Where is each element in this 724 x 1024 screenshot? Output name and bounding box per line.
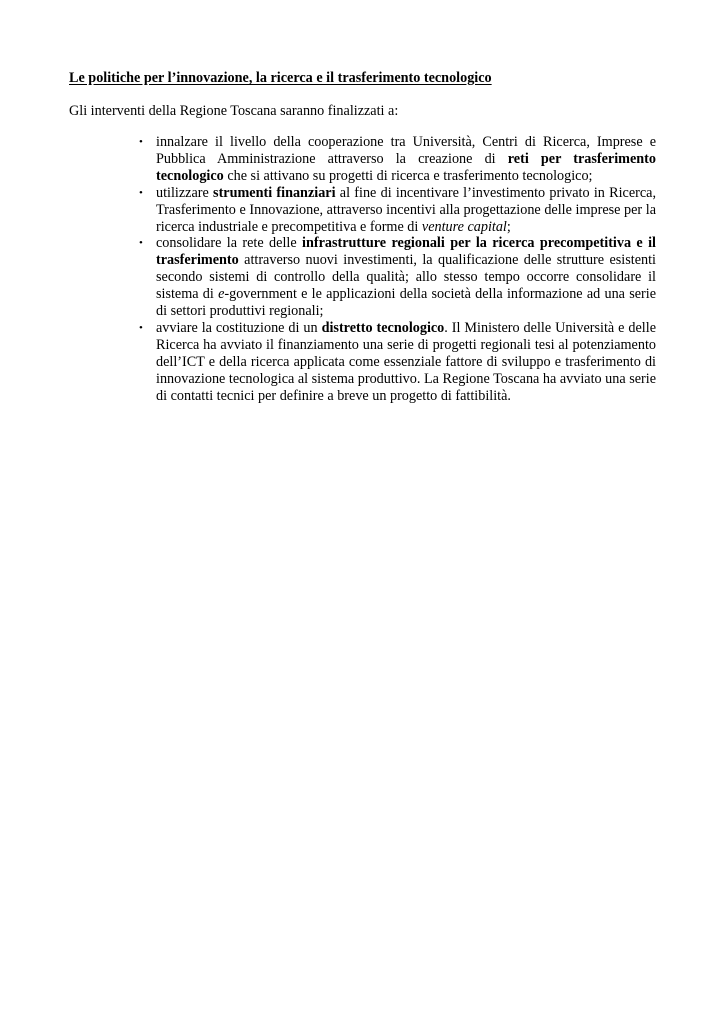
item-bold-text: reti per trasferimento tecnologico xyxy=(156,150,656,184)
item-text: che si attivano su progetti di ricerca e trasferimento tecnologico; xyxy=(223,167,593,184)
list-item xyxy=(135,185,656,236)
item-italic-text: venture capital xyxy=(421,218,507,235)
item-text: . Il Ministero delle Università e delle Ricerca ha avviato il finanziamento una serie di progetti regionali tesi al potenziamento dell’ICT e della ricerca applicata come essenziale fattore di sviluppo e trasferimento di innovazione tecnologica al sistema produttivo. La Regione Toscana ha avviato una serie di contatti tecnici per definire a breve un progetto di fattibilità. xyxy=(156,319,656,404)
bullet-list xyxy=(135,134,656,405)
item-text: innalzare il livello della cooperazione tra Università, Centri di Ricerca, Imprese e Pubblica Amministrazione attraverso la creazione di xyxy=(156,134,656,167)
item-bold-text: strumenti finanziari xyxy=(213,184,336,201)
bullet-icon: • xyxy=(139,321,143,334)
item-text: al fine di incentivare l’investimento privato in Ricerca, Trasferimento e Innovazione, attraverso incentivi alla progettazione delle imprese per la ricerca industriale e precompetitiva e forme di xyxy=(156,184,657,235)
item-text: -government e le applicazioni della società della informazione ad una serie di settori produttivi regionali; xyxy=(156,286,656,320)
bullet-icon: • xyxy=(139,237,143,250)
item-text: attraverso nuovi investimenti, la qualificazione delle strutture esistenti secondo sistemi di controllo della qualità; allo stesso tempo occorre consolidare il sistema di xyxy=(156,252,656,303)
bullet-icon: • xyxy=(139,186,143,199)
document-title: Le politiche per l’innovazione, la ricerca e il trasferimento tecnologico xyxy=(69,70,492,86)
list-item xyxy=(135,134,656,185)
bullet-icon: • xyxy=(139,136,143,148)
item-text: avviare la costituzione di un xyxy=(156,319,322,336)
item-text: consolidare la rete delle xyxy=(156,235,303,252)
list-item xyxy=(135,320,656,405)
item-italic-text: e xyxy=(218,286,225,303)
intro-paragraph: Gli interventi della Regione Toscana saranno finalizzati a: xyxy=(69,103,399,119)
item-bold-text: distretto tecnologico xyxy=(321,319,445,336)
item-text: utilizzare xyxy=(156,184,214,201)
list-item xyxy=(135,235,656,320)
item-bold-text: infrastrutture regionali per la ricerca precompetitiva e il trasferimento xyxy=(156,235,657,269)
item-text: ; xyxy=(506,218,511,235)
